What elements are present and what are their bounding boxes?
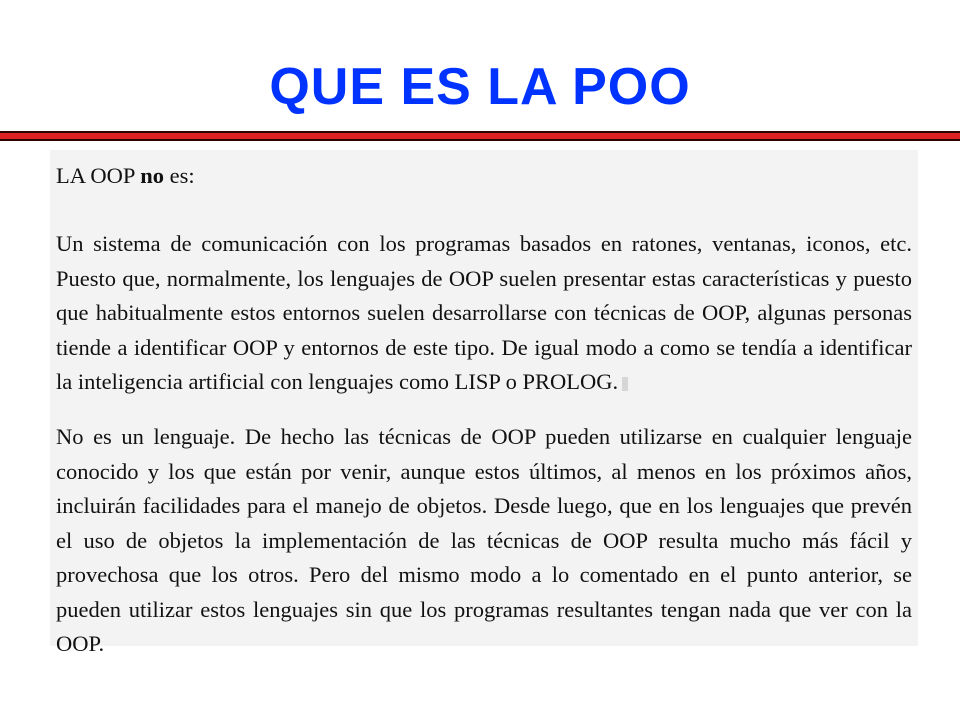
paragraph-not-a-language: No es un lenguaje. De hecho las técnicas de OOP pueden utilizarse en cualquier lenguaje conocido y los que están por venir, aunque estos últimos, al menos en los próximos años, incluirán facilidades para el manejo de objetos. Desde luego, que en los lenguajes que prevén el uso de objetos la implementación de las técnicas de OOP resulta mucho más fácil y provechosa que los otros. Pero del mismo modo a lo comentado en el punto anterior, se pueden utilizar estos lenguajes sin que los programas resultantes tengan nada que ver con la OOP. [56, 424, 912, 656]
heading-prefix: LA OOP [56, 163, 141, 188]
paragraph-1-text: Un sistema de comunicación con los programas basados en ratones, ventanas, iconos, etc. Puesto que, normalmente, los lenguajes de OOP suelen presentar estas características y puesto que habitualmente estos entornos suelen desarrollarse con técnicas de OOP, algunas personas tiende a identificar OOP y entornos de este tipo. De igual modo a como se tendía a identificar la inteligencia artificial con lenguajes como LISP o PROLOG. [56, 231, 912, 394]
paragraph-interface-not-oop [56, 227, 912, 400]
heading-emphasis: no [140, 163, 164, 188]
heading-suffix: es: [163, 163, 195, 188]
scan-artifact-mark [622, 377, 628, 391]
slide-title: QUE ES LA POO [269, 58, 691, 116]
section-heading [56, 160, 896, 192]
title-divider-rule [0, 131, 960, 141]
